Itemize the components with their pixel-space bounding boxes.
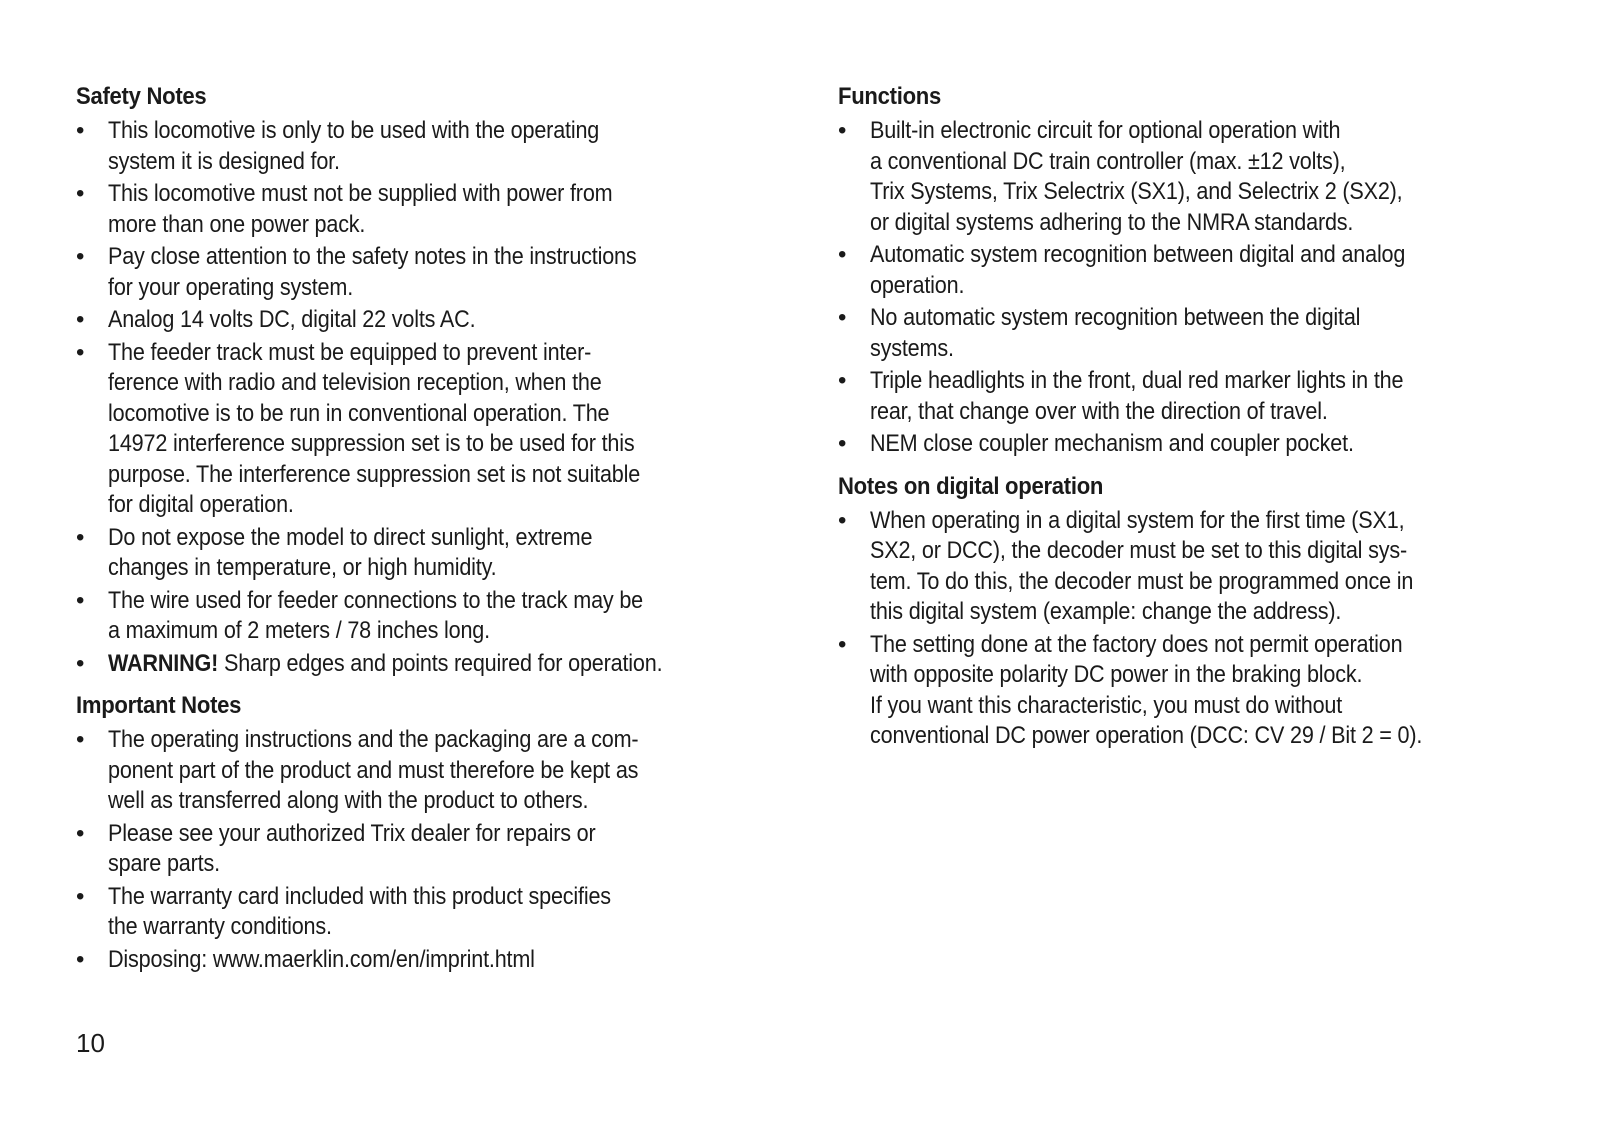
- bullet-icon: •: [76, 243, 85, 270]
- list-item-line: purpose. The interference suppression set is not suitable: [108, 460, 641, 488]
- safety-notes-heading: Safety Notes: [76, 83, 207, 110]
- list-item: [838, 303, 1538, 364]
- list-item-line: Built-in electronic circuit for optional operation with: [870, 117, 1341, 144]
- list-item: [76, 819, 776, 880]
- list-item-line: for your operating system.: [108, 273, 354, 301]
- list-item: [838, 630, 1538, 752]
- list-item-line: Do not expose the model to direct sunlight, extreme: [108, 523, 593, 551]
- list-item-line: When operating in a digital system for the first time (SX1,: [870, 506, 1405, 534]
- list-item-line: ponent part of the product and must therefore be kept as: [108, 756, 639, 784]
- list-item-line: system it is designed for.: [108, 147, 340, 175]
- list-item: [76, 945, 776, 976]
- list-item: [76, 523, 776, 584]
- list-item: [76, 725, 776, 817]
- bullet-icon: •: [76, 338, 85, 366]
- list-item-line: Disposing: www.maerklin.com/en/imprint.html: [108, 945, 535, 973]
- bullet-icon: •: [76, 882, 85, 910]
- left-column: [76, 82, 776, 977]
- list-item-line: Trix Systems, Trix Selectrix (SX1), and Selectrix 2 (SX2),: [870, 178, 1403, 205]
- list-item-line: well as transferred along with the product to others.: [108, 787, 589, 814]
- warning-text: Sharp edges and points required for operation.: [218, 649, 663, 677]
- warning-item: [76, 649, 776, 680]
- bullet-icon: •: [76, 117, 85, 144]
- list-item: [838, 506, 1538, 628]
- functions-list: [838, 116, 1538, 460]
- bullet-icon: •: [76, 180, 85, 207]
- list-item-line: systems.: [870, 334, 954, 362]
- list-item-line: The setting done at the factory does not permit operation: [870, 630, 1403, 658]
- list-item-line: The operating instructions and the packaging are a com-: [108, 726, 639, 753]
- page-number: 10: [76, 1028, 105, 1058]
- list-item-line: ference with radio and television reception, when the: [108, 369, 602, 396]
- bullet-icon: •: [838, 430, 847, 457]
- list-item: [838, 116, 1538, 238]
- bullet-icon: •: [76, 586, 85, 614]
- bullet-icon: •: [76, 726, 85, 753]
- functions-section: [838, 82, 1538, 460]
- list-item-line: a conventional DC train controller (max. ±12 volts),: [870, 147, 1346, 175]
- list-item: [838, 240, 1538, 301]
- list-item: [838, 366, 1538, 427]
- list-item-line: 14972 interference suppression set is to be used for this: [108, 430, 635, 457]
- important-notes-heading: Important Notes: [76, 692, 242, 719]
- bullet-icon: •: [838, 304, 847, 331]
- list-item: [76, 586, 776, 647]
- list-item-line: tem. To do this, the decoder must be programmed once in: [870, 567, 1414, 595]
- list-item-line: a maximum of 2 meters / 78 inches long.: [108, 617, 490, 644]
- list-item: [76, 179, 776, 240]
- list-item-line: Triple headlights in the front, dual red marker lights in the: [870, 367, 1404, 394]
- right-column: [838, 82, 1538, 754]
- bullet-icon: •: [838, 506, 847, 534]
- list-item-line: the warranty conditions.: [108, 913, 332, 940]
- list-item: [76, 305, 776, 336]
- list-item-line: conventional DC power operation (DCC: CV 29 / Bit 2 = 0).: [870, 722, 1423, 749]
- bullet-icon: •: [76, 306, 85, 333]
- list-item-line: If you want this characteristic, you must do without: [870, 691, 1343, 719]
- list-item-line: No automatic system recognition between the digital: [870, 304, 1361, 331]
- list-item: [76, 882, 776, 943]
- digital-operation-heading: Notes on digital operation: [838, 472, 1104, 500]
- list-item-line: Analog 14 volts DC, digital 22 volts AC.: [108, 306, 476, 333]
- bullet-icon: •: [76, 649, 85, 677]
- list-item: [838, 429, 1538, 460]
- list-item-line: SX2, or DCC), the decoder must be set to this digital sys-: [870, 537, 1407, 564]
- list-item-line: Automatic system recognition between digital and analog: [870, 241, 1406, 268]
- bullet-icon: •: [838, 117, 847, 144]
- bullet-icon: •: [76, 819, 85, 847]
- bullet-icon: •: [838, 241, 847, 268]
- list-item-line: or digital systems adhering to the NMRA standards.: [870, 208, 1354, 236]
- warning-label: WARNING!: [108, 649, 219, 677]
- list-item-line: This locomotive is only to be used with the operating: [108, 117, 600, 144]
- bullet-icon: •: [838, 367, 847, 394]
- list-item: [76, 116, 776, 177]
- functions-heading: Functions: [838, 83, 942, 110]
- list-item-line: Please see your authorized Trix dealer for repairs or: [108, 819, 596, 847]
- list-item-line: rear, that change over with the direction of travel.: [870, 397, 1328, 425]
- bullet-icon: •: [838, 630, 847, 658]
- important-notes-list: [76, 725, 776, 975]
- safety-notes-list: [76, 116, 776, 679]
- list-item-line: The warranty card included with this product specifies: [108, 882, 611, 910]
- digital-operation-list: [838, 506, 1538, 752]
- important-notes-section: [76, 691, 776, 975]
- list-item-line: The feeder track must be equipped to prevent inter-: [108, 338, 592, 366]
- list-item-line: Pay close attention to the safety notes in the instructions: [108, 243, 637, 270]
- list-item-line: The wire used for feeder connections to the track may be: [108, 586, 644, 614]
- bullet-icon: •: [76, 945, 85, 973]
- list-item: [76, 242, 776, 303]
- list-item-line: NEM close coupler mechanism and coupler pocket.: [870, 430, 1354, 457]
- list-item-line: spare parts.: [108, 850, 220, 877]
- list-item-line: operation.: [870, 271, 965, 299]
- list-item-line: changes in temperature, or high humidity.: [108, 554, 497, 581]
- list-item: [76, 338, 776, 521]
- list-item-line: This locomotive must not be supplied with power from: [108, 180, 613, 207]
- list-item-line: more than one power pack.: [108, 210, 366, 238]
- safety-notes-section: [76, 82, 776, 679]
- list-item-line: this digital system (example: change the address).: [870, 598, 1342, 625]
- list-item-line: for digital operation.: [108, 491, 294, 518]
- digital-operation-section: [838, 472, 1538, 752]
- list-item-line: locomotive is to be run in conventional operation. The: [108, 399, 610, 427]
- list-item-line: with opposite polarity DC power in the braking block.: [870, 661, 1363, 688]
- bullet-icon: •: [76, 523, 85, 551]
